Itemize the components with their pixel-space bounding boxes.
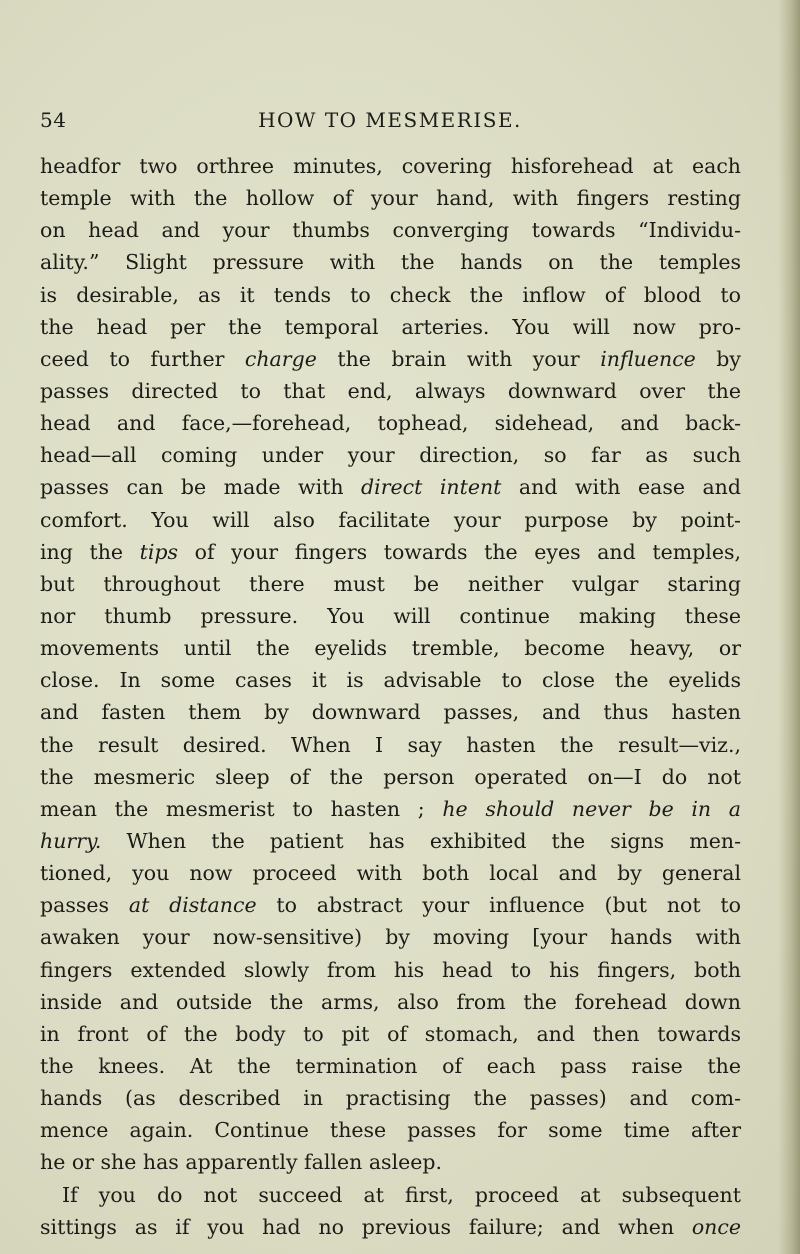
text-run: the brain with your — [316, 346, 601, 371]
text-run: head—all coming under your direction, so far as such — [40, 443, 741, 468]
text-run: nor thumb pressure. You will continue making these — [40, 603, 741, 628]
text-run: head and face,—forehead, tophead, sidehead, and back- — [40, 411, 741, 436]
text-run: comfort. You will also facilitate your purpose by point- — [40, 507, 741, 532]
text-run: on head and your thumbs converging towards “Individu- — [40, 218, 741, 243]
text-line — [40, 600, 741, 632]
text-line — [40, 761, 741, 793]
text-run: ceed to further — [40, 346, 245, 371]
text-run: When the patient has exhibited the signs men- — [101, 828, 741, 853]
body-text — [40, 150, 741, 1243]
text-run: passes directed to that end, always downward over the — [40, 378, 741, 403]
text-run: close. In some cases it is advisable to close the eyelids — [40, 668, 741, 693]
italic-text-run: charge — [244, 346, 317, 371]
italic-text-run: direct intent — [361, 475, 502, 500]
running-head: HOW TO MESMERISE. — [258, 108, 522, 132]
text-run: inside and outside the arms, also from the forehead down — [40, 989, 741, 1014]
text-run: awaken your now-sensitive) by moving [your hands with — [40, 925, 741, 950]
text-line — [40, 182, 741, 214]
text-line — [40, 504, 741, 536]
text-line — [40, 793, 741, 825]
text-line — [40, 825, 741, 857]
page-header — [40, 108, 740, 138]
text-line — [40, 439, 741, 471]
text-run: the knees. At the termination of each pass raise the — [40, 1053, 741, 1078]
text-line — [40, 246, 741, 278]
text-run: and fasten them by downward passes, and thus hasten — [40, 700, 741, 725]
text-line — [40, 729, 741, 761]
text-line — [40, 1050, 741, 1082]
text-run: of your fingers towards the eyes and temples, — [178, 539, 741, 564]
text-line — [40, 375, 741, 407]
text-run: to abstract your influence (but not to — [256, 893, 741, 918]
text-line — [40, 889, 741, 921]
text-line — [40, 1146, 741, 1178]
text-line — [40, 536, 741, 568]
italic-text-run: hurry. — [40, 828, 102, 853]
text-run: mence again. Continue these passes for some time after — [40, 1118, 741, 1143]
text-line — [40, 407, 741, 439]
text-run: ing the — [40, 539, 140, 564]
text-run: ality.” Slight pressure with the hands on the temples — [40, 250, 741, 275]
text-line — [40, 1179, 741, 1211]
text-run: he or she has apparently fallen asleep. — [40, 1150, 443, 1175]
text-run: and with ease and — [501, 475, 741, 500]
italic-text-run: tips — [139, 539, 179, 564]
italic-text-run: at distance — [128, 893, 257, 918]
text-run: tioned, you now proceed with both local and by general — [40, 861, 741, 886]
text-run: mean the mesmerist to hasten ; — [40, 796, 443, 821]
text-line — [40, 664, 741, 696]
text-line — [40, 568, 741, 600]
text-run: sittings as if you had no previous failure; and when — [40, 1214, 692, 1239]
text-line — [40, 954, 741, 986]
text-run: is desirable, as it tends to check the inflow of blood to — [40, 282, 741, 307]
text-line — [40, 632, 741, 664]
text-run: passes can be made with — [40, 475, 362, 500]
text-run: headfor two orthree minutes, covering hisforehead at each — [40, 154, 741, 178]
text-line — [40, 343, 741, 375]
text-run: the mesmeric sleep of the person operated on—I do not — [40, 764, 741, 789]
text-run: the head per the temporal arteries. You will now pro- — [40, 314, 741, 339]
italic-text-run: once — [691, 1214, 741, 1239]
text-run: passes — [40, 893, 129, 918]
text-run: by — [695, 346, 741, 371]
italic-text-run: he should never be in a — [442, 796, 741, 821]
text-line — [40, 1018, 741, 1050]
text-line — [40, 921, 741, 953]
text-run: in front of the body to pit of stomach, and then towards — [40, 1021, 741, 1046]
text-line — [40, 986, 741, 1018]
text-run: but throughout there must be neither vulgar staring — [40, 571, 741, 596]
text-run: the result desired. When I say hasten the result—viz., — [40, 732, 741, 757]
page-edge-shadow — [778, 0, 800, 1254]
text-line — [40, 857, 741, 889]
text-line — [40, 279, 741, 311]
text-line — [40, 214, 741, 246]
text-line — [40, 150, 741, 182]
italic-text-run: influence — [600, 346, 696, 371]
text-run: hands (as described in practising the passes) and com- — [40, 1086, 741, 1111]
text-line — [40, 1114, 741, 1146]
text-run: fingers extended slowly from his head to his fingers, both — [40, 957, 741, 982]
text-run: movements until the eyelids tremble, become heavy, or — [40, 636, 741, 661]
text-run: If you do not succeed at first, proceed at subsequent — [62, 1182, 741, 1207]
text-line — [40, 1211, 741, 1243]
text-line — [40, 311, 741, 343]
text-line — [40, 471, 741, 503]
text-line — [40, 1082, 741, 1114]
text-run: temple with the hollow of your hand, with fingers resting — [40, 186, 741, 211]
page-number: 54 — [40, 108, 67, 132]
text-line — [40, 696, 741, 728]
